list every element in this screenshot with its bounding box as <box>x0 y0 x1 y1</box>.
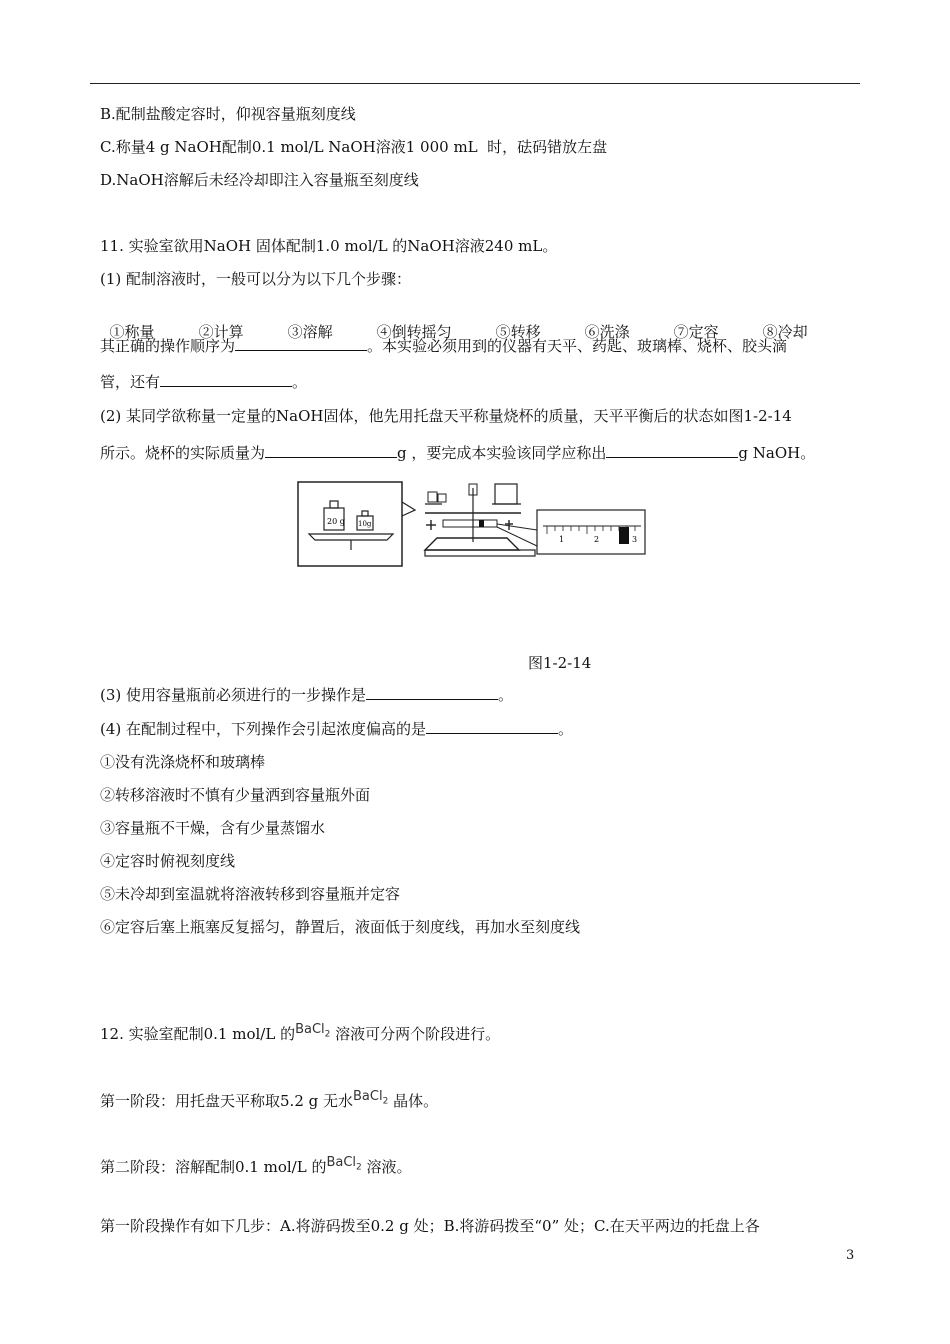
beaker <box>495 484 517 504</box>
answer-blank[interactable] <box>366 685 498 700</box>
q11-part1-instruments: 管，还有 。 <box>100 373 308 391</box>
answer-blank[interactable] <box>235 336 367 351</box>
page-number: 3 <box>846 1248 855 1263</box>
choice-item: ①没有洗涤烧杯和玻璃棒 <box>100 753 266 771</box>
answer-blank[interactable] <box>160 372 292 387</box>
weight-10g-knob <box>362 511 368 516</box>
q12-stage1: 第一阶段：用托盘天平称取5.2 g 无水BaCl$_2$ 晶体。 <box>100 1089 439 1110</box>
step-item: ⑦定容 <box>673 323 719 341</box>
answer-blank[interactable] <box>265 443 397 458</box>
step-item: ③溶解 <box>287 323 333 341</box>
scale-tick-label: 2 <box>594 535 600 544</box>
answer-blank[interactable] <box>426 719 558 734</box>
bacl2-formula: BaCl$_2$ <box>326 1155 362 1173</box>
balance-base <box>425 538 519 550</box>
bacl2-formula: BaCl$_2$ <box>295 1022 331 1040</box>
choice-item: ④定容时俯视刻度线 <box>100 852 236 870</box>
weights-inset-frame <box>298 482 402 566</box>
q11-stem: 11. 实验室欲用NaOH 固体配制1.0 mol/L 的NaOH溶液240 mL。 <box>100 237 558 255</box>
q11-part1-intro: (1) 配制溶液时，一般可以分为以下几个步骤： <box>100 270 412 288</box>
answer-blank[interactable] <box>606 443 738 458</box>
q12-stage2: 第二阶段：溶解配制0.1 mol/L 的BaCl$_2$ 溶液。 <box>100 1155 412 1176</box>
header-rule <box>90 83 860 84</box>
q11-part2-line1: (2) 某同学欲称量一定量的NaOH固体，他先用托盘天平称量烧杯的质量，天平平衡后的状态如图1-2-14 <box>100 407 792 425</box>
q11-part1-order: 其正确的操作顺序为 。本实验必须用到的仪器有天平、药匙、玻璃棒、烧杯、胶头滴 <box>100 337 788 355</box>
q12-steps: 第一阶段操作有如下几步：A.将游码拨至0.2 g 处；B.将游码拨至“0” 处；C.在天平两边的托盘上各 <box>100 1217 760 1235</box>
bacl2-formula: BaCl$_2$ <box>353 1089 389 1107</box>
choice-item: ⑥定容后塞上瓶塞反复摇匀，静置后，液面低于刻度线，再加水至刻度线 <box>100 918 581 936</box>
step-item: ⑥洗涤 <box>584 323 630 341</box>
choice-item: ⑤未冷却到室温就将溶液转移到容量瓶并定容 <box>100 885 401 903</box>
scale-tick-label: 1 <box>559 535 565 544</box>
weight-10g-label: 10g <box>358 520 372 528</box>
rider <box>619 527 629 544</box>
callout-pointer <box>402 502 415 516</box>
q12-stem: 12. 实验室配制0.1 mol/L 的BaCl$_2$ 溶液可分两个阶段进行。 <box>100 1022 501 1043</box>
weight-20g-label: 20 g <box>327 517 345 526</box>
balance-figure <box>297 480 651 570</box>
q11-part2-line2: 所示。烧杯的实际质量为 g ，要完成本实验该同学应称出 g NaOH。 <box>100 444 816 462</box>
step-item: ④倒转摇匀 <box>376 323 452 341</box>
step-item: ⑤转移 <box>495 323 541 341</box>
step-item: ②计算 <box>198 323 244 341</box>
weight-pan <box>309 534 393 540</box>
scale-tick-label: 3 <box>632 535 638 544</box>
q11-part4: (4) 在配制过程中，下列操作会引起浓度偏高的是 。 <box>100 720 574 738</box>
option-c: C.称量4 g NaOH配制0.1 mol/L NaOH溶液1 000 mL 时，砝码错放左盘 <box>100 138 608 156</box>
weight-20g-knob <box>330 501 338 508</box>
choice-item: ②转移溶液时不慎有少量洒到容量瓶外面 <box>100 786 371 804</box>
step-item: ①称量 <box>109 323 155 341</box>
option-b: B.配制盐酸定容时，仰视容量瓶刻度线 <box>100 105 356 123</box>
figure-caption: 图1-2-14 <box>528 654 592 672</box>
q11-part3: (3) 使用容量瓶前必须进行的一步操作是 。 <box>100 686 514 704</box>
choice-item: ③容量瓶不干燥，含有少量蒸馏水 <box>100 819 326 837</box>
step-item: ⑧冷却 <box>762 323 808 341</box>
option-d: D.NaOH溶解后未经冷却即注入容量瓶至刻度线 <box>100 171 419 189</box>
